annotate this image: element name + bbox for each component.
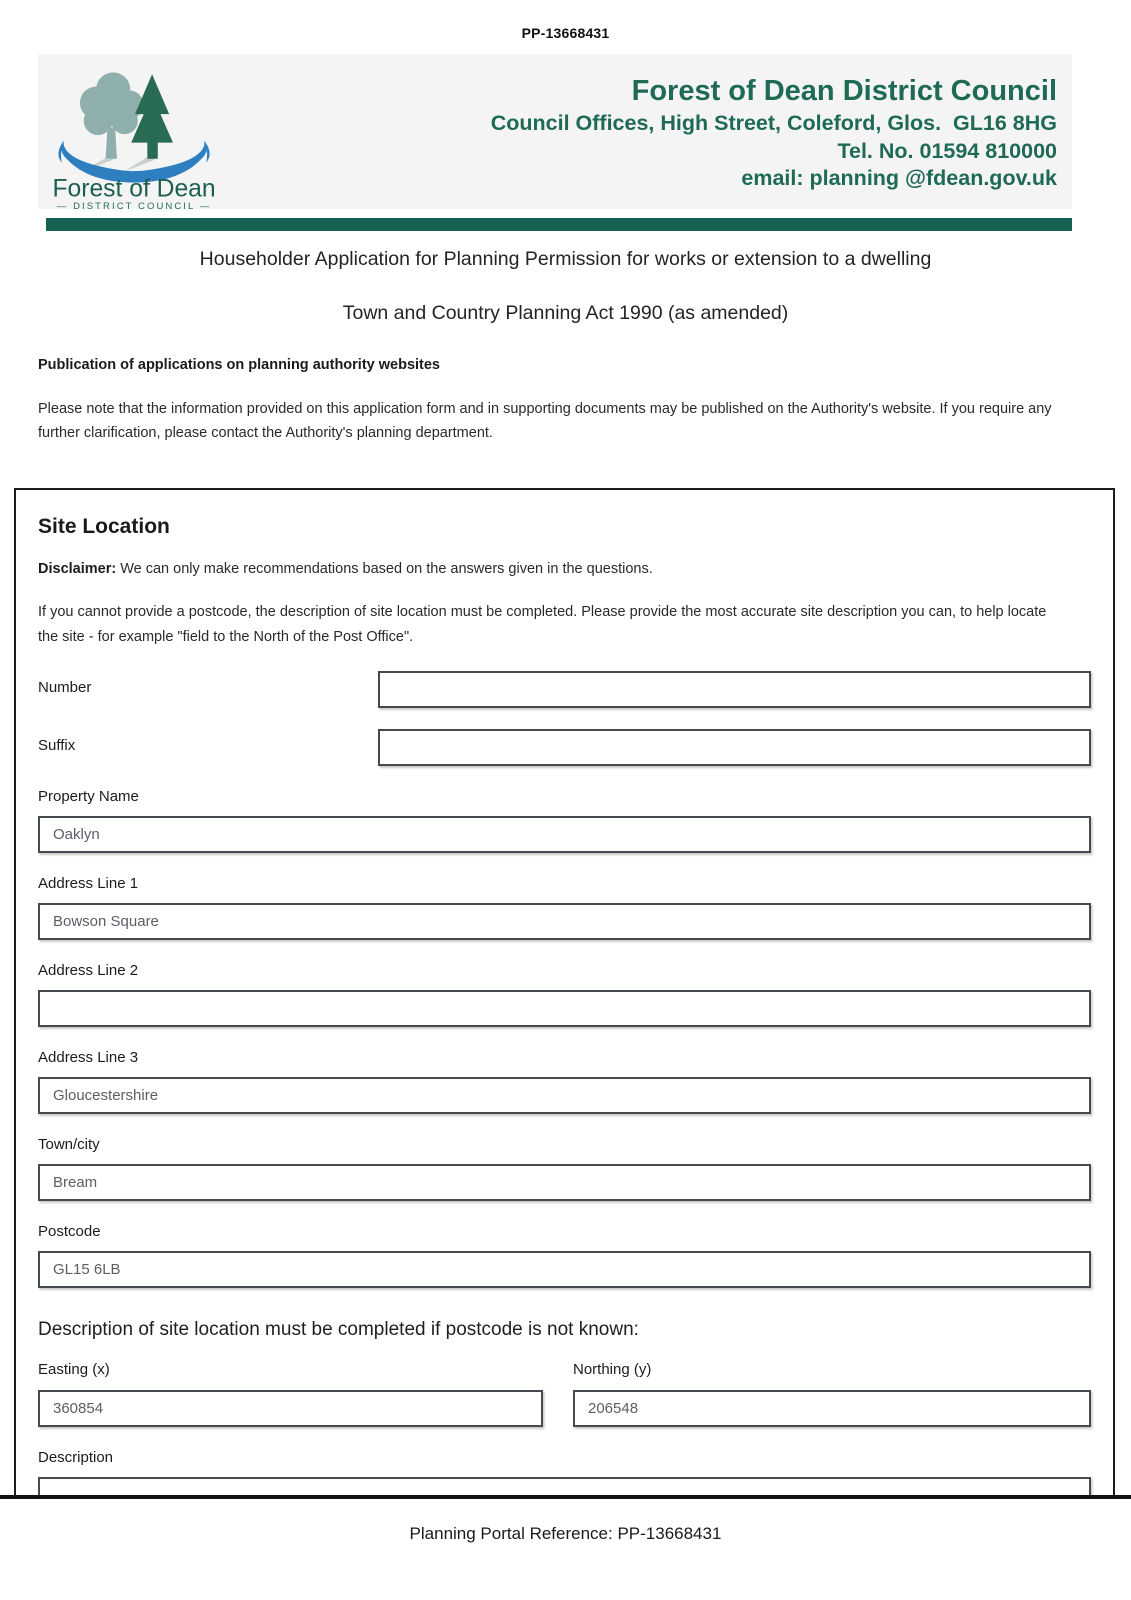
description-label: Description bbox=[38, 1449, 114, 1466]
disclaimer-text bbox=[38, 561, 1091, 577]
postcode-input[interactable] bbox=[38, 1251, 1091, 1288]
disclaimer-label: Disclaimer: bbox=[38, 561, 117, 577]
suffix-row bbox=[38, 729, 1091, 766]
suffix-label: Suffix bbox=[38, 737, 76, 754]
suffix-input[interactable] bbox=[378, 729, 1091, 766]
council-logo bbox=[38, 54, 224, 216]
address-line1-field bbox=[38, 875, 1091, 940]
postcode-label: Postcode bbox=[38, 1223, 101, 1240]
publication-body: Please note that the information provided on this application form and in supporting documents may be published on the Authority's website. If you require any further clarification, please contact the Authority's planning department. bbox=[38, 401, 1052, 441]
deciduous-tree-icon bbox=[80, 72, 144, 158]
address-line1-label: Address Line 1 bbox=[38, 875, 139, 892]
northing-label: Northing (y) bbox=[573, 1361, 652, 1378]
property-name-label: Property Name bbox=[38, 788, 139, 805]
description-textarea[interactable] bbox=[38, 1477, 1091, 1495]
form-subtitle: Town and Country Planning Act 1990 (as amended) bbox=[342, 302, 789, 324]
forest-of-dean-logo-graphic bbox=[46, 61, 224, 211]
header-divider-bar bbox=[46, 218, 1072, 231]
address-line3-label: Address Line 3 bbox=[38, 1049, 139, 1066]
town-city-label: Town/city bbox=[38, 1136, 100, 1153]
address-line2-field bbox=[38, 962, 1091, 1027]
town-city-field bbox=[38, 1136, 1091, 1201]
conifer-tree-icon bbox=[131, 74, 173, 158]
form-title: Householder Application for Planning Permission for works or extension to a dwelling bbox=[199, 248, 932, 270]
property-name-field bbox=[38, 788, 1091, 853]
logo-subtitle: — DISTRICT COUNCIL — bbox=[56, 201, 212, 211]
logo-wordmark: Forest of Dean bbox=[52, 175, 216, 203]
planning-portal-reference-footer: Planning Portal Reference: PP-13668431 bbox=[409, 1524, 722, 1543]
council-email: email: planning @fdean.gov.uk bbox=[741, 166, 1057, 190]
disclaimer-body: We can only make recommendations based on the answers given in the questions. bbox=[116, 561, 653, 577]
address-line3-field bbox=[38, 1049, 1091, 1114]
easting-input[interactable] bbox=[38, 1390, 543, 1427]
description-subheading: Description of site location must be completed if postcode is not known: bbox=[38, 1319, 639, 1340]
number-input[interactable] bbox=[378, 671, 1091, 708]
section-intro-text: If you cannot provide a postcode, the description of site location must be completed. Please provide the most accurate site description you can, to help locate the site - for example "field to the North of the Post Office". bbox=[38, 604, 1047, 645]
council-address: Council Offices, High Street, Coleford, Glos. GL16 8HG bbox=[490, 111, 1057, 135]
postcode-field bbox=[38, 1223, 1091, 1288]
number-row bbox=[38, 671, 1091, 708]
publication-heading: Publication of applications on planning authority websites bbox=[38, 357, 440, 373]
address-line1-input[interactable] bbox=[38, 903, 1091, 940]
property-name-input[interactable] bbox=[38, 816, 1091, 853]
easting-field bbox=[38, 1361, 543, 1427]
description-field bbox=[38, 1449, 1091, 1495]
address-line2-label: Address Line 2 bbox=[38, 962, 139, 979]
council-telephone: Tel. No. 01594 810000 bbox=[837, 138, 1057, 163]
easting-label: Easting (x) bbox=[38, 1361, 110, 1378]
council-header bbox=[38, 54, 1072, 209]
page-break-line bbox=[0, 1495, 1131, 1499]
planning-portal-reference-top: PP-13668431 bbox=[521, 25, 610, 41]
northing-field bbox=[573, 1361, 1091, 1427]
council-name: Forest of Dean District Council bbox=[631, 75, 1057, 107]
address-line2-input[interactable] bbox=[38, 990, 1091, 1027]
coordinates-row bbox=[38, 1361, 1091, 1427]
northing-input[interactable] bbox=[573, 1390, 1091, 1427]
town-city-input[interactable] bbox=[38, 1164, 1091, 1201]
address-line3-input[interactable] bbox=[38, 1077, 1091, 1114]
section-title: Site Location bbox=[38, 515, 170, 538]
number-label: Number bbox=[38, 679, 92, 696]
site-location-section bbox=[14, 488, 1115, 1495]
council-contact-block bbox=[224, 54, 1072, 193]
